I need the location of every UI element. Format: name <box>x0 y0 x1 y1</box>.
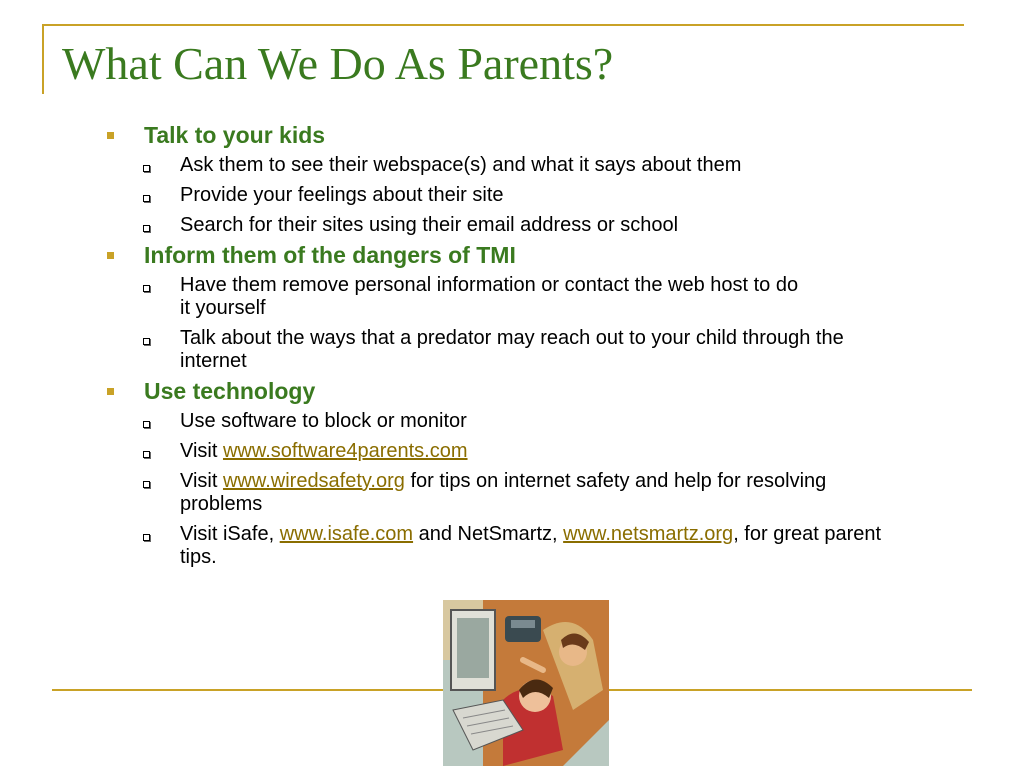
list-item: Ask them to see their webspace(s) and what it says about them <box>100 150 930 180</box>
list-item: Use software to block or monitor <box>100 406 930 436</box>
left-rule <box>42 24 44 94</box>
netsmartz-link[interactable]: www.netsmartz.org <box>563 523 734 545</box>
slide-content <box>100 120 930 572</box>
checkbox-bullet-icon <box>143 338 150 345</box>
section-heading-talk: Talk to your kids <box>100 120 930 150</box>
list-item: Talk about the ways that a predator may reach out to your child through the internet <box>100 323 900 376</box>
list-item: Visit www.software4parents.com <box>100 436 930 466</box>
checkbox-bullet-icon <box>143 534 150 541</box>
software4parents-link[interactable]: www.software4parents.com <box>222 440 468 462</box>
square-bullet-icon <box>107 132 114 139</box>
checkbox-bullet-icon <box>143 195 150 202</box>
section-heading-inform: Inform them of the dangers of TMI <box>100 240 930 270</box>
parent-child-computer-clipart <box>443 600 609 766</box>
checkbox-bullet-icon <box>143 451 150 458</box>
checkbox-bullet-icon <box>143 225 150 232</box>
checkbox-bullet-icon <box>143 421 150 428</box>
top-rule <box>42 24 964 26</box>
square-bullet-icon <box>107 388 114 395</box>
checkbox-bullet-icon <box>143 165 150 172</box>
checkbox-bullet-icon <box>143 285 150 292</box>
list-item: Have them remove personal information or contact the web host to do it yourself <box>100 270 810 323</box>
section-heading-technology: Use technology <box>100 376 930 406</box>
list-item: Visit www.wiredsafety.org for tips on internet safety and help for resolving problems <box>100 466 910 519</box>
wiredsafety-link[interactable]: www.wiredsafety.org <box>222 470 405 492</box>
list-item: Provide your feelings about their site <box>100 180 930 210</box>
square-bullet-icon <box>107 252 114 259</box>
checkbox-bullet-icon <box>143 481 150 488</box>
slide-title: What Can We Do As Parents? <box>62 38 614 89</box>
isafe-link[interactable]: www.isafe.com <box>279 523 414 545</box>
list-item: Visit iSafe, www.isafe.com and NetSmartz, www.netsmartz.org, for great parent tips. <box>100 519 910 572</box>
list-item: Search for their sites using their email address or school <box>100 210 930 240</box>
